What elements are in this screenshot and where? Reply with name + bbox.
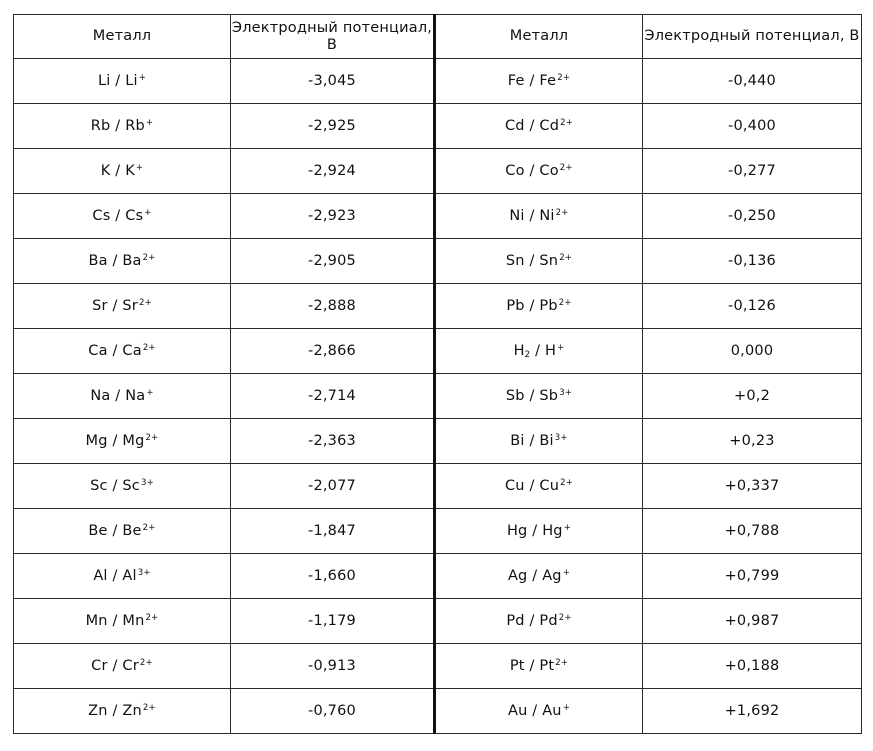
ion-symbol: Fe xyxy=(539,73,557,89)
element-symbol: Mg xyxy=(85,433,108,449)
table-row xyxy=(14,59,862,104)
header-metal-left: Металл xyxy=(14,15,231,59)
metal-pair-right: Pd / $Pd^{2+}$ xyxy=(435,599,643,644)
ion-symbol: Sn xyxy=(539,253,559,269)
table-body xyxy=(14,59,862,734)
element-symbol: Au xyxy=(507,703,528,719)
element-symbol: Pd xyxy=(506,613,525,629)
table-row xyxy=(14,149,862,194)
ion-charge: 3+ xyxy=(140,478,154,488)
ion-symbol: Cs xyxy=(125,208,144,224)
element-symbol: Ba xyxy=(88,253,108,269)
ion-charge: 3+ xyxy=(554,433,568,443)
ion-symbol: Hg xyxy=(542,523,563,539)
element-symbol: Mn xyxy=(85,613,108,629)
ion-symbol: Co xyxy=(539,163,559,179)
metal-pair-left: Na / Na+ xyxy=(14,374,231,419)
ion-charge: 2+ xyxy=(138,298,152,308)
metal-pair-right: Cd / $Cd^{2+}$ xyxy=(435,104,643,149)
element-symbol: Cs xyxy=(92,208,111,224)
ion-symbol: Sb xyxy=(539,388,559,404)
metal-pair-left: Cr / $Cr^{2+}$ xyxy=(14,644,231,689)
metal-pair-left: Mg / $Mg^{2+}$ xyxy=(14,419,231,464)
element-symbol: Sc xyxy=(90,478,108,494)
element-symbol: Fe xyxy=(507,73,525,89)
element-symbol: Sr xyxy=(92,298,108,314)
ion-symbol: Au xyxy=(542,703,562,719)
element-symbol: Ca xyxy=(88,343,108,359)
table-row xyxy=(14,509,862,554)
metal-pair-left: Be / $Be^{2+}$ xyxy=(14,509,231,554)
ion-symbol: Cr xyxy=(122,658,139,674)
table-row xyxy=(14,644,862,689)
element-symbol: Sb xyxy=(505,388,525,404)
ion-charge: 2+ xyxy=(139,658,153,668)
element-symbol: Al xyxy=(93,568,108,584)
metal-pair-left: Mn / $Mn^{2+}$ xyxy=(14,599,231,644)
metal-pair-left: Sr / $Sr^{2+}$ xyxy=(14,284,231,329)
potential-value-right: -0,126 xyxy=(643,284,862,329)
ion-charge: 2+ xyxy=(142,523,156,533)
potential-value-right: +0,337 xyxy=(643,464,862,509)
ion-charge: 2+ xyxy=(560,478,574,488)
ion-symbol: Ca xyxy=(122,343,142,359)
ion-symbol: Na xyxy=(125,388,146,404)
ion-symbol: Sc xyxy=(122,478,140,494)
table-row xyxy=(14,104,862,149)
ion-symbol: Al xyxy=(122,568,137,584)
potential-value-right: -0,250 xyxy=(643,194,862,239)
ion-charge: 3+ xyxy=(559,388,573,398)
table-row xyxy=(14,329,862,374)
ion-charge: 2+ xyxy=(142,343,156,353)
element-symbol: Zn xyxy=(88,703,108,719)
header-metal-right: Металл xyxy=(435,15,643,59)
ion-charge: 2+ xyxy=(557,73,571,83)
ion-symbol: Pd xyxy=(539,613,558,629)
element-symbol: Hg xyxy=(506,523,528,539)
metal-pair-left: Sc / $Sc^{3+}$ xyxy=(14,464,231,509)
potential-value-left: -3,045 xyxy=(231,59,435,104)
ion-charge: + xyxy=(563,523,572,533)
metal-pair-right: Au / Au+ xyxy=(435,689,643,734)
metal-pair-right: Ni / $Ni^{2+}$ xyxy=(435,194,643,239)
element-symbol: H xyxy=(513,343,525,359)
table-row xyxy=(14,419,862,464)
metal-pair-right: Fe / $Fe^{2+}$ xyxy=(435,59,643,104)
potential-value-right: -0,277 xyxy=(643,149,862,194)
potential-value-right: -0,400 xyxy=(643,104,862,149)
metal-pair-right: Pb / $Pb^{2+}$ xyxy=(435,284,643,329)
potential-table-container xyxy=(13,14,861,734)
element-symbol: Cu xyxy=(504,478,525,494)
metal-pair-left: Cs / Cs+ xyxy=(14,194,231,239)
electrode-potential-table xyxy=(13,14,862,734)
ion-charge: 2+ xyxy=(145,613,159,623)
potential-value-right: +0,799 xyxy=(643,554,862,599)
ion-charge: 2+ xyxy=(142,253,156,263)
metal-pair-left: Rb / Rb+ xyxy=(14,104,231,149)
header-potential-right: Электродный потенциал, В xyxy=(643,15,862,59)
potential-value-left: -0,913 xyxy=(231,644,435,689)
ion-symbol: Be xyxy=(122,523,142,539)
ion-symbol: Pt xyxy=(539,658,555,674)
metal-pair-right: Ag / Ag+ xyxy=(435,554,643,599)
ion-charge: 2+ xyxy=(559,253,573,263)
potential-value-right: +1,692 xyxy=(643,689,862,734)
ion-charge: + xyxy=(145,118,154,128)
potential-value-left: -2,925 xyxy=(231,104,435,149)
metal-pair-left: Ca / $Ca^{2+}$ xyxy=(14,329,231,374)
header-row xyxy=(14,15,862,59)
potential-value-left: -2,923 xyxy=(231,194,435,239)
potential-value-left: -2,905 xyxy=(231,239,435,284)
metal-pair-left: Zn / $Zn^{2+}$ xyxy=(14,689,231,734)
element-symbol: Ag xyxy=(507,568,528,584)
metal-pair-right: Sn / $Sn^{2+}$ xyxy=(435,239,643,284)
ion-symbol: Sr xyxy=(122,298,138,314)
table-row xyxy=(14,239,862,284)
metal-pair-right: Cu / $Cu^{2+}$ xyxy=(435,464,643,509)
table-row xyxy=(14,194,862,239)
potential-value-right: -0,136 xyxy=(643,239,862,284)
table-row xyxy=(14,374,862,419)
potential-value-right: 0,000 xyxy=(643,329,862,374)
element-symbol: Pt xyxy=(509,658,525,674)
potential-value-left: -1,179 xyxy=(231,599,435,644)
ion-symbol: H xyxy=(545,343,557,359)
metal-pair-right: $H_2 / H^+$ xyxy=(435,329,643,374)
potential-value-left: -2,866 xyxy=(231,329,435,374)
ion-charge: + xyxy=(562,703,571,713)
element-symbol: Ni xyxy=(509,208,525,224)
metal-pair-right: Co / $Co^{2+}$ xyxy=(435,149,643,194)
element-symbol: Sn xyxy=(505,253,525,269)
potential-value-right: +0,188 xyxy=(643,644,862,689)
element-symbol: Cd xyxy=(504,118,525,134)
ion-charge: + xyxy=(562,568,571,578)
metal-pair-left: K / K+ xyxy=(14,149,231,194)
potential-value-left: -1,847 xyxy=(231,509,435,554)
potential-value-left: -2,888 xyxy=(231,284,435,329)
table-row xyxy=(14,464,862,509)
ion-symbol: Rb xyxy=(125,118,145,134)
potential-value-left: -2,363 xyxy=(231,419,435,464)
potential-value-right: +0,788 xyxy=(643,509,862,554)
element-symbol: Co xyxy=(505,163,525,179)
ion-charge: + xyxy=(135,163,144,173)
ion-symbol: Pb xyxy=(539,298,558,314)
table-row xyxy=(14,599,862,644)
potential-value-right: +0,987 xyxy=(643,599,862,644)
element-symbol: Li xyxy=(97,73,111,89)
ion-symbol: Cd xyxy=(539,118,560,134)
ion-charge: 2+ xyxy=(555,208,569,218)
ion-charge: + xyxy=(146,388,154,398)
element-symbol: Rb xyxy=(90,118,111,134)
metal-pair-right: Pt / $Pt^{2+}$ xyxy=(435,644,643,689)
potential-value-left: -0,760 xyxy=(231,689,435,734)
metal-pair-left: Li / Li+ xyxy=(14,59,231,104)
ion-charge: + xyxy=(557,343,565,353)
ion-charge: 3+ xyxy=(137,568,151,578)
ion-symbol: Cu xyxy=(539,478,560,494)
ion-charge: 2+ xyxy=(142,703,156,713)
element-symbol: Bi xyxy=(510,433,525,449)
ion-charge: + xyxy=(144,208,152,218)
ion-charge: 2+ xyxy=(559,163,573,173)
metal-pair-left: Ba / $Ba^{2+}$ xyxy=(14,239,231,284)
ion-symbol: Ag xyxy=(542,568,562,584)
header-potential-left: Электродный потенциал, В xyxy=(231,15,435,59)
element-symbol: Be xyxy=(88,523,108,539)
potential-value-left: -1,660 xyxy=(231,554,435,599)
potential-value-right: -0,440 xyxy=(643,59,862,104)
table-row xyxy=(14,554,862,599)
potential-value-right: +0,23 xyxy=(643,419,862,464)
metal-pair-right: Bi / $Bi^{3+}$ xyxy=(435,419,643,464)
element-symbol: K xyxy=(100,163,111,179)
ion-symbol: Li xyxy=(125,73,138,89)
potential-value-left: -2,924 xyxy=(231,149,435,194)
metal-pair-right: Hg / Hg+ xyxy=(435,509,643,554)
table-row xyxy=(14,284,862,329)
ion-symbol: Bi xyxy=(539,433,554,449)
metal-pair-left: Al / $Al^{3+}$ xyxy=(14,554,231,599)
potential-value-left: -2,077 xyxy=(231,464,435,509)
table-row xyxy=(14,689,862,734)
potential-value-right: +0,2 xyxy=(643,374,862,419)
ion-symbol: Mn xyxy=(122,613,145,629)
metal-pair-right: Sb / $Sb^{3+}$ xyxy=(435,374,643,419)
ion-charge: + xyxy=(138,73,147,83)
ion-symbol: Ba xyxy=(122,253,142,269)
ion-charge: 2+ xyxy=(145,433,159,443)
element-symbol: Pb xyxy=(506,298,525,314)
element-symbol: Cr xyxy=(91,658,108,674)
ion-charge: 2+ xyxy=(558,298,572,308)
ion-symbol: Zn xyxy=(122,703,142,719)
ion-symbol: K xyxy=(125,163,135,179)
ion-charge: 2+ xyxy=(560,118,574,128)
ion-charge: 2+ xyxy=(558,613,572,623)
subscript: 2 xyxy=(524,350,531,360)
ion-symbol: Mg xyxy=(122,433,145,449)
ion-charge: 2+ xyxy=(555,658,569,668)
element-symbol: Na xyxy=(90,388,111,404)
ion-symbol: Ni xyxy=(539,208,555,224)
potential-value-left: -2,714 xyxy=(231,374,435,419)
